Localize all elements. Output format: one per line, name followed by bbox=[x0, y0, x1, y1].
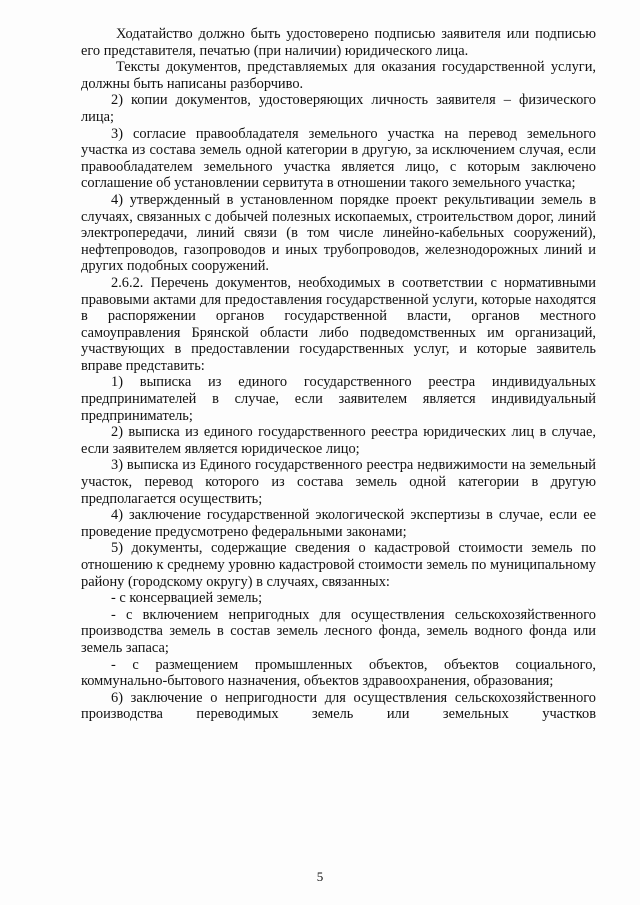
section-2-6-2-documents-list: 2.6.2. Перечень документов, необходимых в соответствии с нормативными правовыми актами для предоставления государственной услуги, которые находятся в распоряжении органов государственной власти, органов местного самоуправления Брянской области либо подведомственных им организаций, участвующих в предоставлении государственных услуг, и которые заявитель вправе представить: bbox=[81, 274, 596, 374]
paragraph-petition-signature: Ходатайство должно быть удостоверено подписью заявителя или подписью его представителя, печатью (при наличии) юридического лица. bbox=[81, 26, 596, 59]
list-item-2-identity-copies: 2) копии документов, удостоверяющих личность заявителя – физического лица; bbox=[81, 92, 596, 125]
sub-item-unsuitable-lands-inclusion: - с включением непригодных для осуществления сельскохозяйственного производства земель в состав земель лесного фонда, земель водного фонда или земель запаса; bbox=[81, 606, 596, 656]
list-item-1-entrepreneur-extract: 1) выписка из единого государственного реестра индивидуальных предпринимателей в случае, если заявителем является индивидуальный предприниматель; bbox=[81, 374, 596, 424]
document-body bbox=[81, 26, 596, 723]
sub-item-conservation: - с консервацией земель; bbox=[111, 590, 263, 607]
list-item-5-cadastral-value-docs: 5) документы, содержащие сведения о кадастровой стоимости земель по отношению к среднему уровню кадастровой стоимости земель по муниципальному району (городскому округу) в случаях, связанных: bbox=[81, 540, 596, 590]
list-item-4-recultivation-project: 4) утвержденный в установленном порядке проект рекультивации земель в случаях, связанных с добычей полезных ископаемых, строительством дорог, линий электропередачи, линий связи (в том числе линейно-кабельных сооружений), нефтепроводов, газопроводов и иных трубопроводов, железнодорожных линий и других подобных сооружений. bbox=[81, 191, 596, 275]
paragraph-legible-texts: Тексты документов, представляемых для оказания государственной услуги, должны быть написаны разборчиво. bbox=[81, 59, 596, 92]
list-item-6-unsuitability-conclusion: 6) заключение о непригодности для осуществления сельскохозяйственного производства переводимых земель или земельных участков bbox=[81, 689, 596, 723]
list-item-3-real-estate-extract: 3) выписка из Единого государственного реестра недвижимости на земельный участок, перевод которого из состава земель одной категории в другую предполагается осуществить; bbox=[81, 457, 596, 507]
page-number: 5 bbox=[316, 869, 324, 884]
sub-item-industrial-placement: - с размещением промышленных объектов, объектов социального, коммунально-бытового назначения, объектов здравоохранения, образования; bbox=[81, 656, 596, 690]
list-item-3-owner-consent: 3) согласие правообладателя земельного участка на перевод земельного участка из состава земель одной категории в другую, за исключением случая, если правообладателем земельного участка является лицо, с которым заключено соглашение об установлении сервитута в отношении такого земельного участка; bbox=[81, 125, 596, 192]
list-item-4-ecological-expertise: 4) заключение государственной экологической экспертизы в случае, если ее проведение предусмотрено федеральными законами; bbox=[81, 507, 596, 540]
list-item-2-legal-entity-extract: 2) выписка из единого государственного реестра юридических лиц в случае, если заявителем является юридическое лицо; bbox=[81, 424, 596, 457]
